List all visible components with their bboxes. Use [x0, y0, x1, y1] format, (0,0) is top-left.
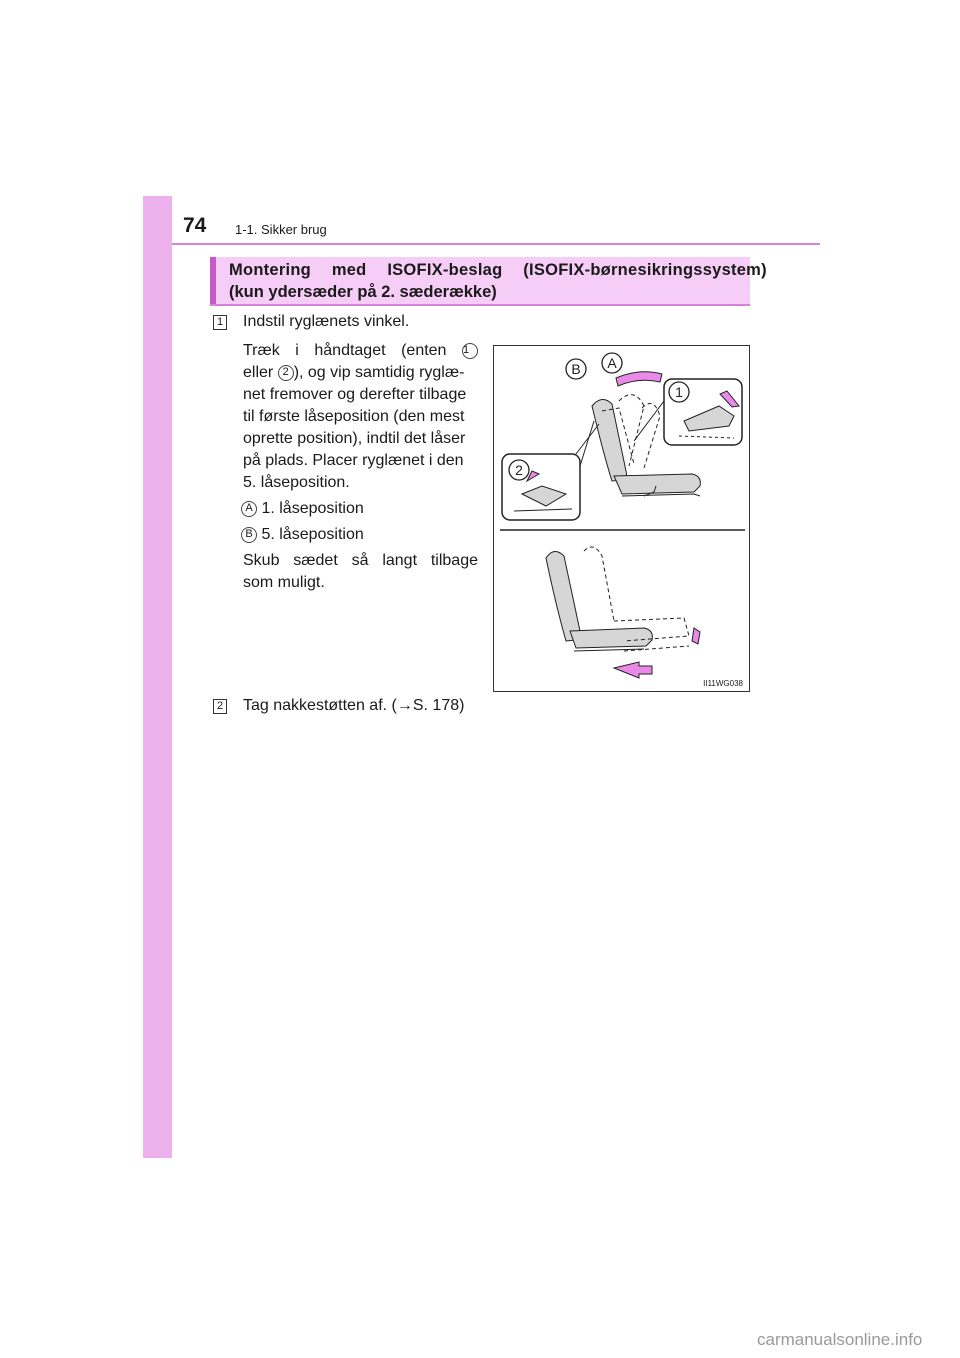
- step-1-title: Indstil ryglænets vinkel.: [243, 313, 410, 330]
- section-heading-box: [210, 257, 767, 304]
- legend-b-text: 5. låseposition: [261, 526, 364, 543]
- step-1-line-1: [243, 342, 478, 360]
- legend-a-icon: A: [241, 501, 257, 517]
- step-1-line-3: net fremover og derefter tilbage: [243, 386, 467, 403]
- illustration-code: II11WG038: [703, 679, 743, 688]
- heading-line-1: Montering med ISOFIX-beslag (ISOFIX-børnesikringssystem): [229, 261, 767, 279]
- illus-label-1: 1: [675, 384, 683, 400]
- legend-item-a: [241, 500, 364, 518]
- step-1-line-2: [243, 364, 464, 382]
- heading-line-2: (kun ydersæder på 2. sæderække): [229, 283, 497, 301]
- heading-rule: [210, 304, 750, 306]
- watermark: carmanualsonline.info: [757, 1330, 923, 1349]
- illus-label-2: 2: [515, 462, 523, 478]
- section-title: 1-1. Sikker brug: [235, 222, 327, 237]
- step-1-line-7: 5. låseposition.: [243, 474, 350, 491]
- illus-label-b: B: [571, 361, 581, 377]
- step-2-number: 2: [213, 699, 227, 714]
- step-1-number: 1: [213, 315, 227, 330]
- callout-2-icon: 2: [278, 365, 294, 381]
- step-1-line-2-b: ), og vip samtidig ryglæ-: [293, 364, 465, 381]
- step-1-line-4: til første låseposition (den mest: [243, 408, 465, 425]
- seat-illustration: [493, 345, 750, 692]
- legend-b-icon: B: [241, 527, 257, 543]
- step-1-line-6: på plads. Placer ryglænet i den: [243, 452, 464, 469]
- legend-a-text: 1. låseposition: [261, 500, 364, 517]
- seat-diagram: [494, 346, 751, 693]
- step-1-note-line-2: som muligt.: [243, 574, 325, 591]
- step-1-line-1-text: Træk i håndtaget (enten: [243, 342, 447, 359]
- callout-1-icon: 1: [462, 343, 478, 359]
- header-rule: [172, 243, 820, 245]
- step-1-line-5: oprette position), indtil det låser: [243, 430, 466, 447]
- illus-label-a: A: [607, 355, 617, 371]
- legend-item-b: [241, 526, 364, 544]
- step-2-text: Tag nakkestøtten af. (→S. 178): [243, 697, 465, 714]
- chapter-sidebar-tab: [143, 196, 172, 1158]
- page-number: 74: [183, 214, 207, 237]
- step-1-line-2-a: eller: [243, 364, 274, 381]
- step-1-note-line-1: Skub sædet så langt tilbage: [243, 552, 478, 569]
